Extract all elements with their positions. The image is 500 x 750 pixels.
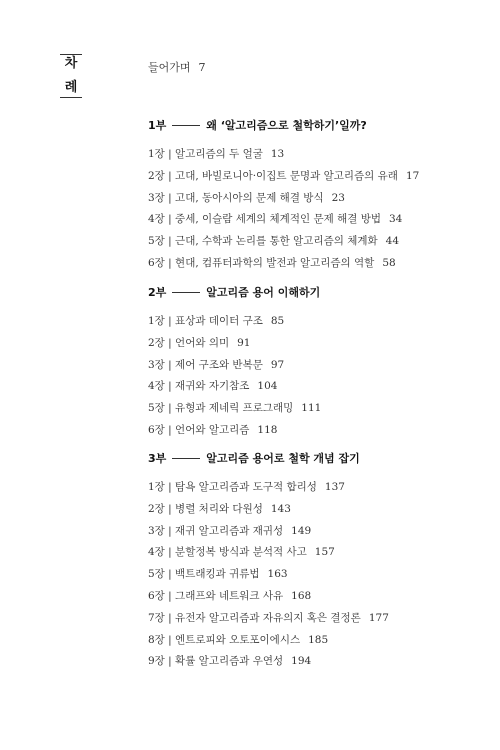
chapter-separator: | bbox=[164, 169, 176, 182]
chapter-entry bbox=[148, 336, 250, 350]
chapter-page: 58 bbox=[382, 257, 396, 269]
chapter-entry bbox=[148, 502, 291, 516]
chapter-entry bbox=[148, 480, 345, 494]
chapter-number: 9장 bbox=[148, 655, 165, 668]
chapter-title: 제어 구조와 반복문 bbox=[175, 358, 263, 371]
chapter-page: 168 bbox=[291, 590, 312, 602]
chapter-title: 탐욕 알고리즘과 도구적 합리성 bbox=[175, 481, 317, 493]
chapter-number: 6장 bbox=[148, 257, 165, 269]
part-title: 알고리즘 용어 이해하기 bbox=[206, 286, 321, 299]
part-label: 1부 bbox=[148, 119, 167, 132]
chapter-entry bbox=[148, 256, 396, 270]
chapter-separator: | bbox=[164, 611, 176, 624]
chapter-page: 44 bbox=[385, 235, 400, 248]
chapter-entry bbox=[148, 545, 335, 559]
chapter-separator: | bbox=[164, 257, 176, 269]
chapter-number: 7장 bbox=[148, 611, 165, 624]
chapter-separator: | bbox=[164, 213, 176, 226]
chapter-number: 2장 bbox=[148, 169, 165, 182]
chapter-number: 3장 bbox=[148, 191, 165, 204]
side-label-char-top: 차 bbox=[64, 56, 78, 71]
chapter-entry bbox=[148, 169, 419, 183]
chapter-separator: | bbox=[164, 568, 176, 581]
chapter-page: 97 bbox=[270, 358, 285, 371]
chapter-separator: | bbox=[164, 315, 176, 327]
part-title: 왜 ‘알고리즘으로 철학하기’일까? bbox=[206, 119, 367, 132]
chapter-number: 4장 bbox=[148, 380, 165, 393]
chapter-entry bbox=[148, 654, 311, 668]
part-heading bbox=[148, 286, 320, 300]
chapter-title: 병렬 처리와 다원성 bbox=[175, 502, 263, 515]
chapter-page: 118 bbox=[257, 424, 278, 436]
chapter-page: 177 bbox=[368, 611, 389, 624]
chapter-separator: | bbox=[164, 502, 176, 515]
chapter-page: 23 bbox=[331, 191, 345, 204]
part-dash bbox=[172, 125, 200, 126]
chapter-page: 17 bbox=[405, 169, 420, 182]
part-heading bbox=[148, 119, 367, 133]
chapter-separator: | bbox=[164, 191, 176, 204]
chapter-separator: | bbox=[164, 655, 176, 668]
chapter-separator: | bbox=[164, 546, 176, 559]
chapter-separator: | bbox=[164, 524, 176, 537]
chapter-separator: | bbox=[164, 633, 176, 646]
chapter-separator: | bbox=[164, 235, 176, 248]
chapter-number: 6장 bbox=[148, 590, 165, 602]
chapter-title: 확률 알고리즘과 우연성 bbox=[175, 655, 284, 668]
part-label: 3부 bbox=[148, 452, 167, 465]
chapter-number: 2장 bbox=[148, 336, 165, 349]
chapter-title: 중세, 이슬람 세계의 체계적인 문제 해결 방법 bbox=[175, 213, 381, 226]
chapter-title: 유형과 제네릭 프로그래밍 bbox=[175, 402, 294, 415]
chapter-page: 143 bbox=[270, 502, 291, 515]
chapter-page: 157 bbox=[314, 546, 335, 559]
chapter-title: 엔트로피와 오토포이에시스 bbox=[175, 633, 301, 646]
chapter-entry bbox=[148, 589, 311, 603]
chapter-number: 2장 bbox=[148, 502, 165, 515]
chapter-entry bbox=[148, 423, 277, 437]
toc-intro-title: 들어가며 bbox=[148, 61, 191, 74]
chapter-separator: | bbox=[164, 380, 176, 393]
part-dash bbox=[172, 458, 200, 459]
chapter-number: 1장 bbox=[148, 315, 165, 327]
chapter-entry bbox=[148, 379, 277, 393]
chapter-page: 194 bbox=[291, 655, 312, 668]
part-title: 알고리즘 용어로 철학 개념 잡기 bbox=[206, 452, 360, 465]
chapter-title: 분할정복 방식과 분석적 사고 bbox=[175, 546, 307, 559]
chapter-number: 4장 bbox=[148, 546, 165, 559]
chapter-separator: | bbox=[164, 481, 176, 493]
chapter-number: 8장 bbox=[148, 633, 165, 646]
toc-intro-entry bbox=[148, 61, 206, 75]
chapter-title: 그래프와 네트워크 사유 bbox=[175, 590, 284, 602]
chapter-number: 3장 bbox=[148, 358, 165, 371]
chapter-page: 137 bbox=[324, 481, 345, 493]
chapter-number: 3장 bbox=[148, 524, 165, 537]
chapter-entry bbox=[148, 524, 311, 538]
toc-intro-page: 7 bbox=[198, 61, 206, 74]
part-label: 2부 bbox=[148, 286, 167, 299]
chapter-number: 1장 bbox=[148, 481, 165, 493]
chapter-number: 5장 bbox=[148, 235, 165, 248]
chapter-page: 13 bbox=[270, 148, 285, 160]
chapter-title: 근대, 수학과 논리를 통한 알고리즘의 체계화 bbox=[175, 235, 378, 248]
chapter-separator: | bbox=[164, 590, 176, 602]
chapter-page: 163 bbox=[267, 568, 288, 581]
side-label-char-bottom: 례 bbox=[64, 80, 78, 95]
chapter-entry bbox=[148, 234, 399, 248]
chapter-number: 1장 bbox=[148, 148, 165, 160]
chapter-page: 111 bbox=[301, 402, 322, 415]
chapter-title: 재귀와 자기참조 bbox=[175, 380, 250, 393]
chapter-entry bbox=[148, 147, 284, 161]
chapter-title: 언어와 알고리즘 bbox=[175, 424, 250, 436]
chapter-separator: | bbox=[164, 402, 176, 415]
chapter-separator: | bbox=[164, 336, 176, 349]
chapter-title: 고대, 바빌로니아·이집트 문명과 알고리즘의 유래 bbox=[175, 169, 398, 182]
chapter-title: 재귀 알고리즘과 재귀성 bbox=[175, 524, 284, 537]
part-heading bbox=[148, 452, 360, 466]
chapter-entry bbox=[148, 567, 288, 581]
chapter-entry bbox=[148, 358, 284, 372]
chapter-page: 104 bbox=[257, 380, 278, 393]
chapter-title: 고대, 동아시아의 문제 해결 방식 bbox=[175, 191, 324, 204]
chapter-page: 149 bbox=[291, 524, 312, 537]
chapter-title: 알고리즘의 두 얼굴 bbox=[175, 148, 263, 160]
chapter-number: 5장 bbox=[148, 568, 165, 581]
part-dash bbox=[172, 292, 200, 293]
chapter-entry bbox=[148, 212, 402, 226]
chapter-title: 백트래킹과 귀류법 bbox=[175, 568, 260, 581]
chapter-entry bbox=[148, 633, 328, 647]
chapter-entry bbox=[148, 314, 284, 328]
chapter-entry bbox=[148, 191, 345, 205]
chapter-number: 4장 bbox=[148, 213, 165, 226]
contents-side-label bbox=[60, 54, 82, 98]
chapter-title: 표상과 데이터 구조 bbox=[175, 315, 263, 327]
chapter-title: 유전자 알고리즘과 자유의지 혹은 결정론 bbox=[175, 611, 361, 624]
chapter-page: 34 bbox=[388, 213, 403, 226]
chapter-page: 85 bbox=[270, 315, 285, 327]
chapter-separator: | bbox=[164, 148, 176, 160]
chapter-number: 5장 bbox=[148, 402, 165, 415]
chapter-number: 6장 bbox=[148, 424, 165, 436]
chapter-page: 91 bbox=[237, 336, 251, 349]
side-label-bottom-rule bbox=[60, 97, 82, 98]
chapter-entry bbox=[148, 611, 389, 625]
chapter-title: 현대, 컴퓨터과학의 발전과 알고리즘의 역할 bbox=[175, 257, 375, 269]
chapter-entry bbox=[148, 401, 321, 415]
chapter-separator: | bbox=[164, 424, 176, 436]
chapter-separator: | bbox=[164, 358, 176, 371]
chapter-page: 185 bbox=[308, 633, 329, 646]
chapter-title: 언어와 의미 bbox=[175, 336, 230, 349]
